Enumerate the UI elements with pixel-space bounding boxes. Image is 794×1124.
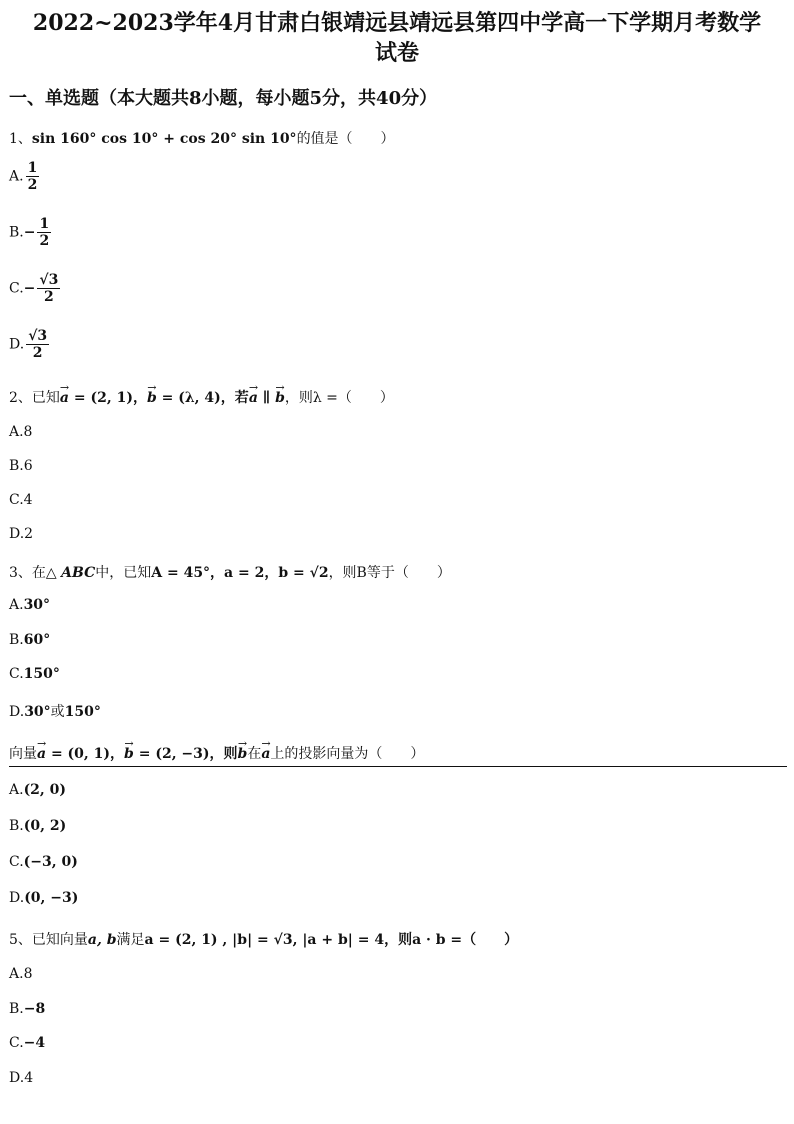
q3-option-a[interactable]: A.30°	[9, 597, 51, 613]
q5-option-a[interactable]: A.8	[9, 966, 33, 982]
fraction: $\frac{√3}{2}$	[28, 328, 48, 361]
question-1	[9, 128, 395, 148]
q4-option-d[interactable]: D.(0, −3)	[9, 890, 79, 906]
option-label: C.	[9, 280, 24, 297]
title-line-2: 试卷	[374, 40, 419, 66]
divider	[9, 766, 787, 767]
page-title	[0, 8, 794, 68]
vector-b: → b	[124, 746, 134, 762]
q3-option-c[interactable]: C.150°	[9, 666, 60, 682]
vector-a: → a	[249, 390, 258, 406]
q4-option-b[interactable]: B.(0, 2)	[9, 818, 67, 834]
vector-b: → b	[238, 746, 248, 762]
fraction: $\frac{1}{2}$	[27, 160, 38, 193]
vector-a: → a	[60, 390, 69, 406]
fraction: $\frac{1}{2}$	[39, 216, 50, 249]
q1-prefix: 1、	[9, 131, 32, 147]
q1-option-a[interactable]	[9, 160, 39, 193]
question-5: 5、已知向量a, b满足a = (2, 1) , |b| = √3, |a + b| = 4，则a · b =（ ）	[9, 932, 519, 948]
q2-option-c[interactable]: C.4	[9, 492, 33, 508]
option-label: B.	[9, 224, 24, 241]
vector-b: → b	[275, 390, 285, 406]
q2-option-a[interactable]: A.8	[9, 424, 33, 440]
option-label: A.	[9, 168, 24, 185]
q4-option-c[interactable]: C.(−3, 0)	[9, 854, 78, 870]
q5-option-b[interactable]: B.−8	[9, 1001, 46, 1017]
q5-option-c[interactable]: C.−4	[9, 1035, 46, 1051]
vector-b: → b	[147, 390, 157, 406]
q1-math: sin 160° cos 10° + cos 20° sin 10°	[31, 131, 297, 147]
option-label: D.	[9, 336, 25, 353]
section-heading: 一、单选题（本大题共8小题，每小题5分，共40分）	[9, 88, 438, 109]
q4-option-a[interactable]: A.(2, 0)	[9, 782, 67, 798]
q2-option-b[interactable]: B.6	[9, 458, 33, 474]
fraction: $\frac{√3}{2}$	[39, 272, 59, 305]
question-2: 2、已知→ a = (2, 1)，→ b = (λ, 4)，若→ a ∥ → b，则λ =（ ）	[9, 387, 394, 407]
vector-a: → a	[261, 746, 270, 762]
q1-option-d[interactable]	[9, 328, 49, 361]
question-4: 向量→ a = (0, 1)，→ b = (2, −3)，则→ b在→ a上的投影向量为（ ）	[9, 743, 424, 763]
q1-suffix: 的值是（ ）	[296, 131, 395, 147]
q3-option-b[interactable]: B.60°	[9, 632, 51, 648]
title-line-1: 2022~2023学年4月甘肃白银靖远县靖远县第四中学高一下学期月考数学	[32, 10, 762, 36]
vector-a: → a	[37, 746, 46, 762]
question-3: 3、在△ ABC中，已知A = 45°，a = 2，b = √2，则B等于（ ）	[9, 565, 451, 581]
q3-option-d[interactable]: D.30°或150°	[9, 704, 101, 720]
q5-option-d[interactable]: D.4	[9, 1070, 34, 1086]
q1-option-c[interactable]: C.− $\frac{√3}{2}$	[9, 272, 59, 305]
q1-option-b[interactable]: B.− $\frac{1}{2}$	[9, 216, 50, 249]
q2-option-d[interactable]: D.2	[9, 526, 34, 542]
